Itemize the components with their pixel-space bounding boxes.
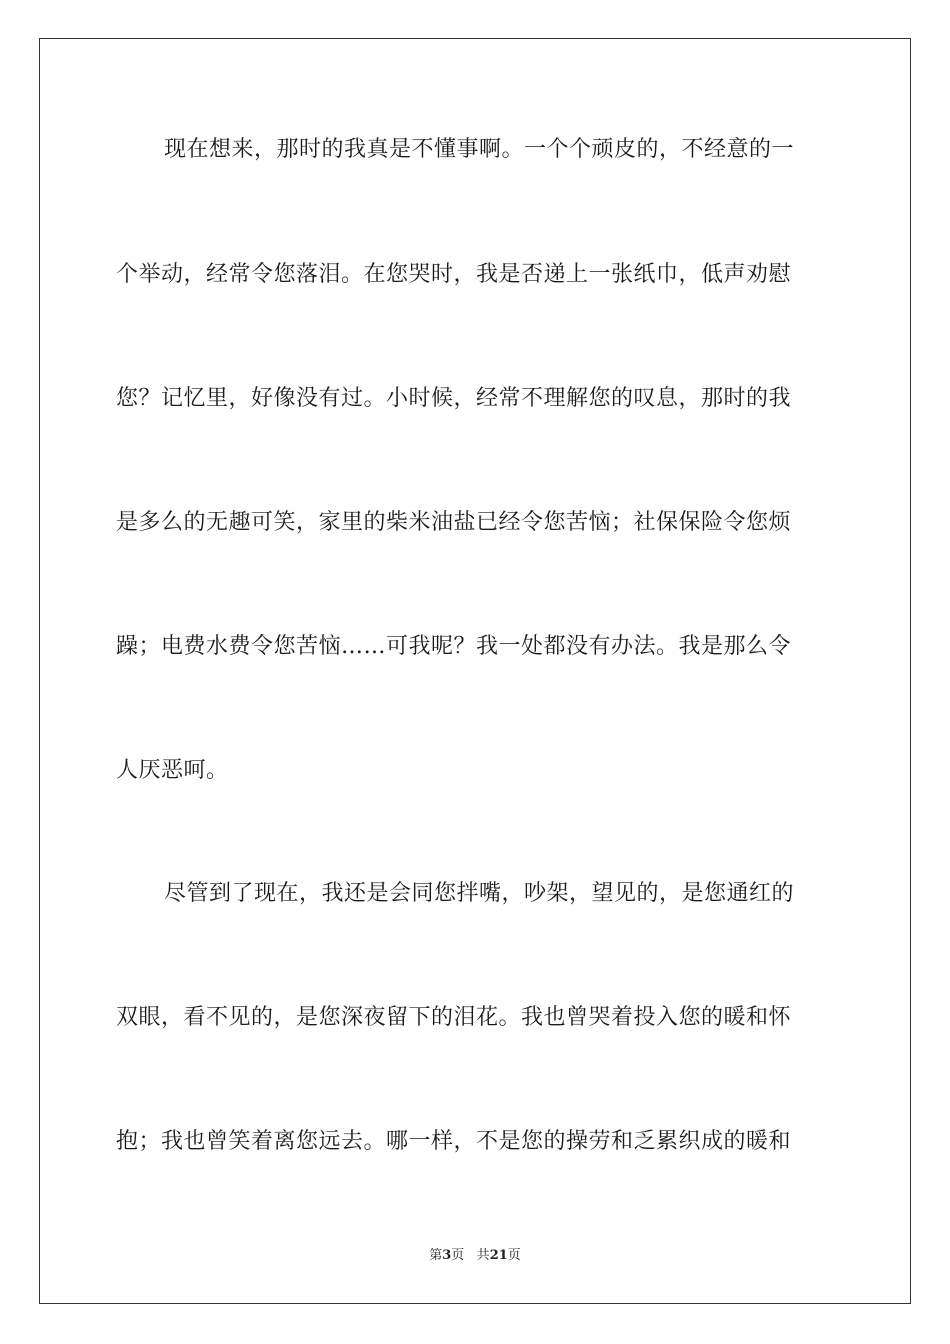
paragraph-line: 双眼，看不见的，是您深夜留下的泪花。我也曾哭着投入您的暖和怀 [116, 1005, 792, 1030]
page-total-number: 21 [489, 1248, 508, 1263]
page-border [39, 38, 911, 1304]
page-current-number: 3 [442, 1248, 452, 1263]
paragraph-line: 人厌恶呵。 [116, 758, 229, 783]
total-prefix: 共 [476, 1248, 490, 1263]
paragraph-line: 是多么的无趣可笑，家里的柴米油盐已经令您苦恼；社保保险令您烦 [116, 510, 792, 535]
page-footer [0, 1248, 950, 1264]
paragraph-line: 尽管到了现在，我还是会同您拌嘴，吵架，望见的，是您通红的 [164, 881, 795, 906]
total-suffix: 页 [507, 1248, 521, 1263]
paragraph-line: 您？记忆里，好像没有过。小时候，经常不理解您的叹息，那时的我 [116, 386, 792, 411]
paragraph-line: 躁；电费水费令您苦恼……可我呢？我一处都没有办法。我是那么令 [116, 634, 792, 659]
paragraph-line: 现在想来，那时的我真是不懂事啊。一个个顽皮的，不经意的一 [164, 137, 795, 162]
paragraph-line: 抱；我也曾笑着离您远去。哪一样，不是您的操劳和乏累织成的暖和 [116, 1129, 792, 1154]
page-prefix: 第 [429, 1248, 443, 1263]
paragraph-line: 个举动，经常令您落泪。在您哭时，我是否递上一张纸巾，低声劝慰 [116, 262, 792, 287]
page-suffix: 页 [451, 1248, 465, 1263]
